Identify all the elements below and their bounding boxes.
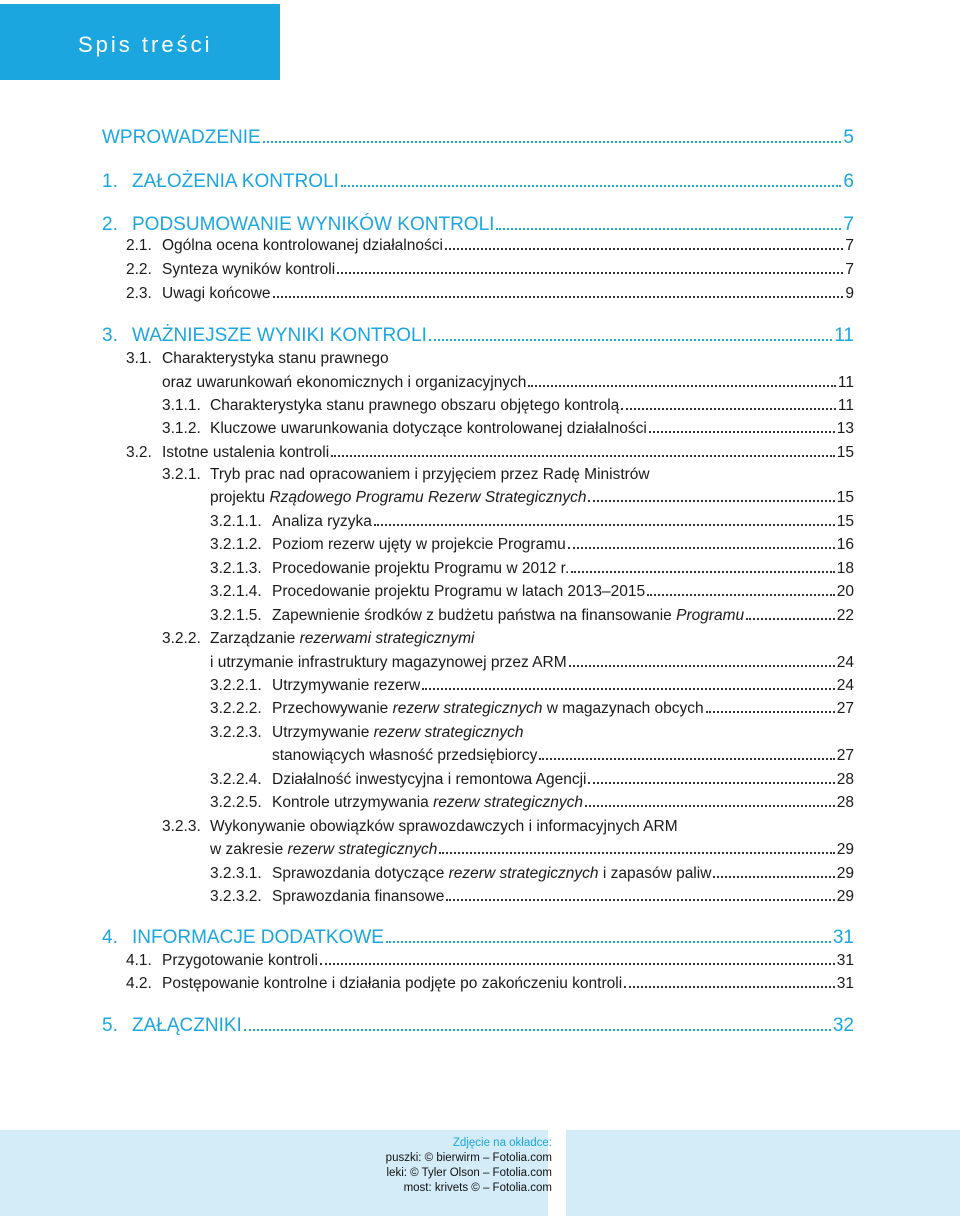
toc-number: 3.2. (126, 444, 152, 461)
toc-leader (528, 385, 835, 387)
toc-entry-3-2-1-1[interactable] (210, 514, 854, 530)
toc-page: 20 (836, 583, 854, 600)
toc-entry-3-2-1-5[interactable] (210, 608, 854, 624)
credits-line: leki: © Tyler Olson – Fotolia.com (386, 1167, 552, 1179)
toc-entry-4-1[interactable] (126, 953, 854, 969)
toc-entry-3-2-2-3[interactable] (272, 748, 854, 764)
toc-page: 15 (836, 513, 854, 530)
toc-entry-introduction[interactable] (102, 128, 854, 147)
toc-leader (571, 571, 835, 573)
toc-number: 1. (102, 171, 118, 192)
toc-entry-2-2[interactable] (126, 262, 854, 278)
toc-number: 3.1.2. (162, 420, 201, 437)
toc-entry-3-2[interactable] (126, 445, 854, 461)
toc-number: 3.2.3.2. (210, 888, 262, 905)
toc-label: Postępowanie kontrolne i działania podjęte po zakończeniu kontroli (162, 975, 623, 992)
toc-number: 3.2.2.4. (210, 771, 262, 788)
toc-page: 7 (845, 261, 854, 278)
toc-page: 11 (837, 374, 854, 391)
toc-number: 5. (102, 1015, 118, 1036)
toc-page: 31 (836, 975, 854, 992)
toc-leader (422, 688, 835, 690)
toc-entry-3-2-1-2[interactable] (210, 537, 854, 553)
toc-label: Procedowanie projektu Programu w 2012 r. (272, 560, 570, 577)
toc-label: Tryb prac nad opracowaniem i przyjęciem przez Radę Ministrów (210, 466, 650, 483)
toc-number: 2. (102, 214, 118, 235)
toc-number: 4.2. (126, 975, 152, 992)
toc-entry-4-2[interactable] (126, 976, 854, 992)
toc-entry-assumptions[interactable] (102, 172, 854, 191)
toc-page: 16 (836, 536, 854, 553)
toc-label: Przechowywanie rezerw strategicznych w magazynach obcych (272, 700, 704, 717)
toc-label: Wykonywanie obowiązków sprawozdawczych i informacyjnych ARM (210, 818, 678, 835)
toc-leader (706, 711, 835, 713)
toc-leader (569, 665, 835, 667)
toc-entry-3-1-first-line[interactable] (126, 351, 389, 367)
toc-leader (588, 782, 834, 784)
toc-entry-3-2-3-1[interactable] (210, 866, 854, 882)
toc-leader (341, 185, 841, 187)
toc-number: 2.1. (126, 237, 152, 254)
toc-entry-3-2-2-3-first-line[interactable] (210, 725, 524, 741)
toc-label: INFORMACJE DODATKOWE (132, 927, 384, 948)
toc-leader (446, 899, 834, 901)
toc-page: 27 (836, 747, 854, 764)
toc-number: 3.1. (126, 350, 152, 367)
toc-entry-3-2-2[interactable] (210, 655, 854, 671)
toc-leader (263, 141, 842, 143)
toc-page: 27 (836, 700, 854, 717)
toc-entry-3-2-2-2[interactable] (210, 701, 854, 717)
toc-leader (539, 758, 834, 760)
toc-label: ZAŁĄCZNIKI (132, 1015, 242, 1036)
toc-leader (320, 963, 835, 965)
toc-leader (568, 547, 835, 549)
toc-number: 3.2.2.1. (210, 677, 262, 694)
toc-number: 4. (102, 927, 118, 948)
toc-page: 5 (843, 127, 854, 148)
toc-number: 3.2.1. (162, 466, 201, 483)
toc-number: 4.1. (126, 952, 152, 969)
credits-title: Zdjęcie na okładce: (452, 1137, 552, 1149)
toc-label-continuation: w zakresie rezerw strategicznych (210, 841, 438, 858)
toc-page: 28 (836, 794, 854, 811)
toc-label: PODSUMOWANIE WYNIKÓW KONTROLI (132, 214, 495, 235)
toc-label: Utrzymywanie rezerw strategicznych (272, 724, 524, 741)
toc-leader (649, 431, 835, 433)
toc-leader (621, 408, 836, 410)
toc-number: 3.1.1. (162, 397, 201, 414)
toc-label: Poziom rezerw ujęty w projekcie Programu (272, 536, 566, 553)
toc-entry-3-2-1[interactable] (210, 490, 854, 506)
toc-number: 3.2.2.2. (210, 700, 262, 717)
toc-entry-3-2-1-4[interactable] (210, 584, 854, 600)
toc-entry-main-results[interactable] (102, 326, 854, 345)
toc-label: Utrzymywanie rezerw (272, 677, 421, 694)
toc-number: 2.3. (126, 285, 152, 302)
toc-label: Procedowanie projektu Programu w latach 2013–2015 (272, 583, 646, 600)
toc-entry-3-2-3-2[interactable] (210, 889, 854, 905)
toc-leader (244, 1029, 831, 1031)
toc-label: Przygotowanie kontroli (162, 952, 318, 969)
toc-label: WAŻNIEJSZE WYNIKI KONTROLI (132, 325, 427, 346)
toc-leader (445, 248, 843, 250)
toc-label: Działalność inwestycyjna i remontowa Agencji (272, 771, 587, 788)
page-title: Spis treści (78, 32, 213, 57)
toc-entry-3-2-1-3[interactable] (210, 561, 854, 577)
toc-leader (439, 852, 834, 854)
toc-number: 3.2.3.1. (210, 865, 262, 882)
toc-entry-3-1[interactable] (162, 375, 854, 391)
credits-line: most: krivets © – Fotolia.com (403, 1182, 552, 1194)
toc-page: 7 (845, 237, 854, 254)
toc-number: 3.2.1.5. (210, 607, 262, 624)
toc-number: 3.2.1.4. (210, 583, 262, 600)
toc-entry-summary[interactable] (102, 215, 854, 234)
toc-entry-3-1-2[interactable] (162, 421, 854, 437)
toc-entry-2-1[interactable] (126, 238, 854, 254)
toc-leader (746, 618, 835, 620)
toc-label: Sprawozdania finansowe (272, 888, 445, 905)
toc-label-continuation: stanowiących własność przedsiębiorcy (272, 747, 538, 764)
toc-entry-3-2-2-1[interactable] (210, 678, 854, 694)
toc-entry-3-2-2-first-line[interactable] (162, 631, 474, 647)
toc-leader (374, 524, 835, 526)
toc-label: Zapewnienie środków z budżetu państwa na finansowanie Programu (272, 607, 745, 624)
toc-page: 29 (836, 841, 854, 858)
footer-band-right (566, 1130, 960, 1216)
toc-label-continuation: oraz uwarunkowań ekonomicznych i organizacyjnych (162, 374, 527, 391)
toc-number: 2.2. (126, 261, 152, 278)
toc-entry-3-1-1[interactable] (162, 398, 854, 414)
toc-label: Kontrole utrzymywania rezerw strategicznych (272, 794, 583, 811)
toc-page: 28 (836, 771, 854, 788)
toc-page: 7 (843, 214, 854, 235)
toc-label-continuation: projektu Rządowego Programu Rezerw Strategicznych (210, 489, 587, 506)
toc-page: 15 (836, 489, 854, 506)
toc-leader (337, 272, 843, 274)
credits-line: puszki: © bierwirm – Fotolia.com (385, 1152, 552, 1164)
toc-number: 3.2.1.3. (210, 560, 262, 577)
toc-label-continuation: i utrzymanie infrastruktury magazynowej przez ARM (210, 654, 567, 671)
toc-entry-2-3[interactable] (126, 286, 854, 302)
toc-label: WPROWADZENIE (102, 127, 261, 148)
toc-label: Uwagi końcowe (162, 285, 271, 302)
toc-label: Charakterystyka stanu prawnego (162, 350, 389, 367)
toc-leader (647, 594, 835, 596)
toc-page: 24 (836, 677, 854, 694)
toc-page: 29 (836, 888, 854, 905)
toc-number: 3.2.3. (162, 818, 201, 835)
toc-entry-3-2-2-4[interactable] (210, 772, 854, 788)
toc-leader (713, 876, 834, 878)
toc-leader (273, 296, 844, 298)
toc-entry-3-2-2-5[interactable] (210, 795, 854, 811)
toc-leader (331, 455, 835, 457)
toc-label: Analiza ryzyka (272, 513, 372, 530)
toc-number: 3.2.1.1. (210, 513, 262, 530)
toc-page: 22 (836, 607, 854, 624)
toc-page: 18 (836, 560, 854, 577)
toc-number: 3.2.2.5. (210, 794, 262, 811)
toc-number: 3.2.2.3. (210, 724, 262, 741)
toc-leader (429, 339, 832, 341)
toc-page: 9 (845, 285, 854, 302)
toc-entry-3-2-1-first-line[interactable] (162, 467, 650, 483)
toc-label: Zarządzanie rezerwami strategicznymi (210, 630, 475, 647)
toc-page: 11 (837, 397, 854, 414)
toc-leader (386, 941, 831, 943)
toc-leader (496, 228, 841, 230)
toc-leader (585, 805, 835, 807)
toc-label: Istotne ustalenia kontroli (162, 444, 330, 461)
toc-page: 31 (832, 927, 854, 948)
toc-page: 13 (836, 420, 854, 437)
toc-entry-3-2-3[interactable] (210, 842, 854, 858)
toc-entry-3-2-3-first-line[interactable] (162, 819, 678, 835)
toc-number: 3. (102, 325, 118, 346)
toc-leader (588, 500, 834, 502)
photo-credits (386, 1136, 552, 1196)
toc-label: Ogólna ocena kontrolowanej działalności (162, 237, 443, 254)
toc-page: 24 (836, 654, 854, 671)
toc-entry-additional-info[interactable] (102, 928, 854, 947)
toc-label: Sprawozdania dotyczące rezerw strategicznych i zapasów paliw (272, 865, 712, 882)
toc-number: 3.2.1.2. (210, 536, 262, 553)
toc-label: ZAŁOŻENIA KONTROLI (132, 171, 339, 192)
toc-page: 6 (843, 171, 854, 192)
toc-entry-attachments[interactable] (102, 1016, 854, 1035)
toc-leader (624, 986, 835, 988)
toc-number: 3.2.2. (162, 630, 201, 647)
toc-page: 31 (836, 952, 854, 969)
toc-page: 11 (834, 325, 854, 346)
toc-page: 29 (836, 865, 854, 882)
toc-page: 15 (836, 444, 854, 461)
toc-label: Synteza wyników kontroli (162, 261, 336, 278)
toc-label: Kluczowe uwarunkowania dotyczące kontrolowanej działalności (210, 420, 647, 437)
toc-page: 32 (832, 1015, 854, 1036)
toc-label: Charakterystyka stanu prawnego obszaru objętego kontrolą (210, 397, 620, 414)
